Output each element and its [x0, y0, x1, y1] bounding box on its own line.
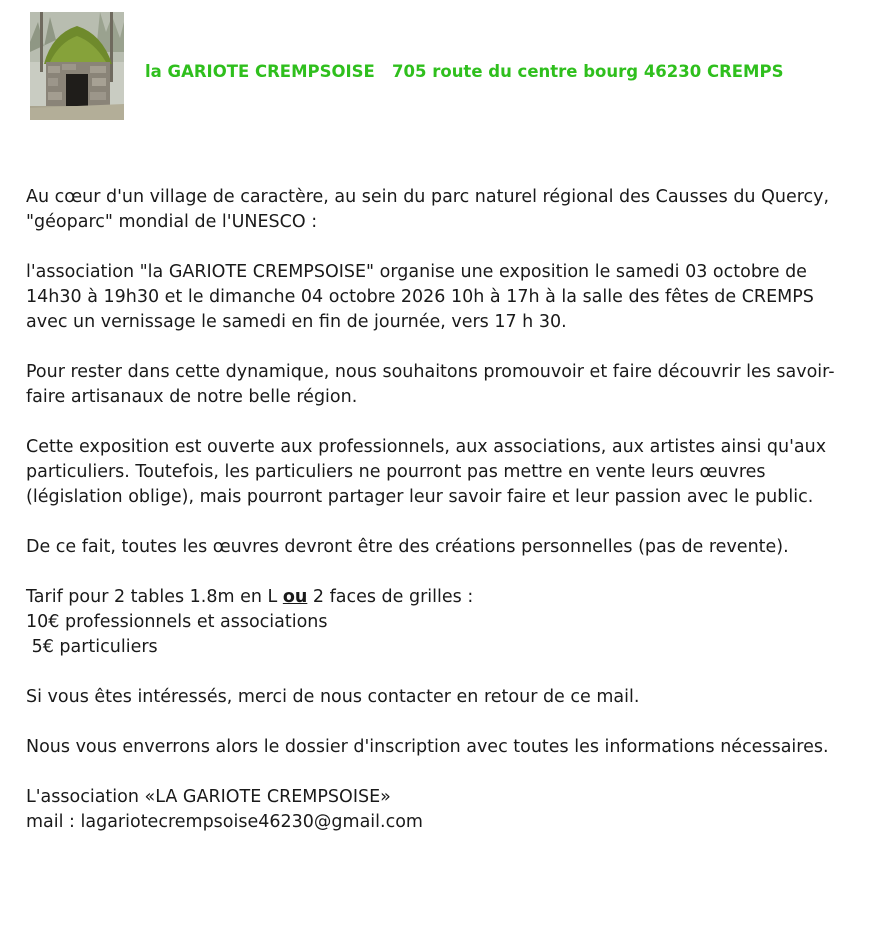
dynamic-paragraph: Pour rester dans cette dynamique, nous souhaitons promouvoir et faire découvrir les savoir-faire artisanaux de notre belle région. [26, 362, 835, 407]
open-to-paragraph: Cette exposition est ouverte aux professionnels, aux associations, aux artistes ainsi qu'aux particuliers. Toutefois, les particuliers ne pourront pas mettre en vente leurs œuvres (législation oblige), mais pourront partager leur savoir faire et leur passion avec le public. [26, 437, 827, 507]
tarif-intro-end: 2 faces de grilles : [307, 587, 474, 607]
tarif-intro-start: Tarif pour 2 tables 1.8m en L [26, 587, 283, 607]
header-title [145, 62, 783, 81]
association-name: la GARIOTE CREMPSOISE [145, 62, 375, 81]
signature: L'association «LA GARIOTE CREMPSOISE» [26, 787, 391, 807]
tarif-individuals: 5€ particuliers [26, 637, 158, 657]
creations-paragraph: De ce fait, toutes les œuvres devront être des créations personnelles (pas de revente). [26, 537, 789, 557]
followup-paragraph: Nous vous enverrons alors le dossier d'inscription avec toutes les informations nécessaires. [26, 737, 829, 757]
contact-paragraph: Si vous êtes intéressés, merci de nous contacter en retour de ce mail. [26, 687, 640, 707]
event-paragraph: l'association "la GARIOTE CREMPSOISE" organise une exposition le samedi 03 octobre de 14h30 à 19h30 et le dimanche 04 octobre 2026 10h à 17h à la salle des fêtes de CREMPS avec un vernissage le samedi en fin de journée, vers 17 h 30. [26, 262, 814, 332]
contact-mail: mail : lagariotecrempsoise46230@gmail.com [26, 812, 423, 832]
association-address: 705 route du centre bourg 46230 CREMPS [392, 62, 784, 81]
tarif-intro [26, 585, 856, 610]
tarif-or-emphasis: ou [282, 587, 308, 607]
intro-paragraph: Au cœur d'un village de caractère, au sein du parc naturel régional des Causses du Quercy, "géoparc" mondial de l'UNESCO : [26, 187, 830, 232]
gariote-photo [30, 12, 124, 120]
tarif-professionals: 10€ professionnels et associations [26, 612, 328, 632]
message-body [26, 185, 856, 835]
